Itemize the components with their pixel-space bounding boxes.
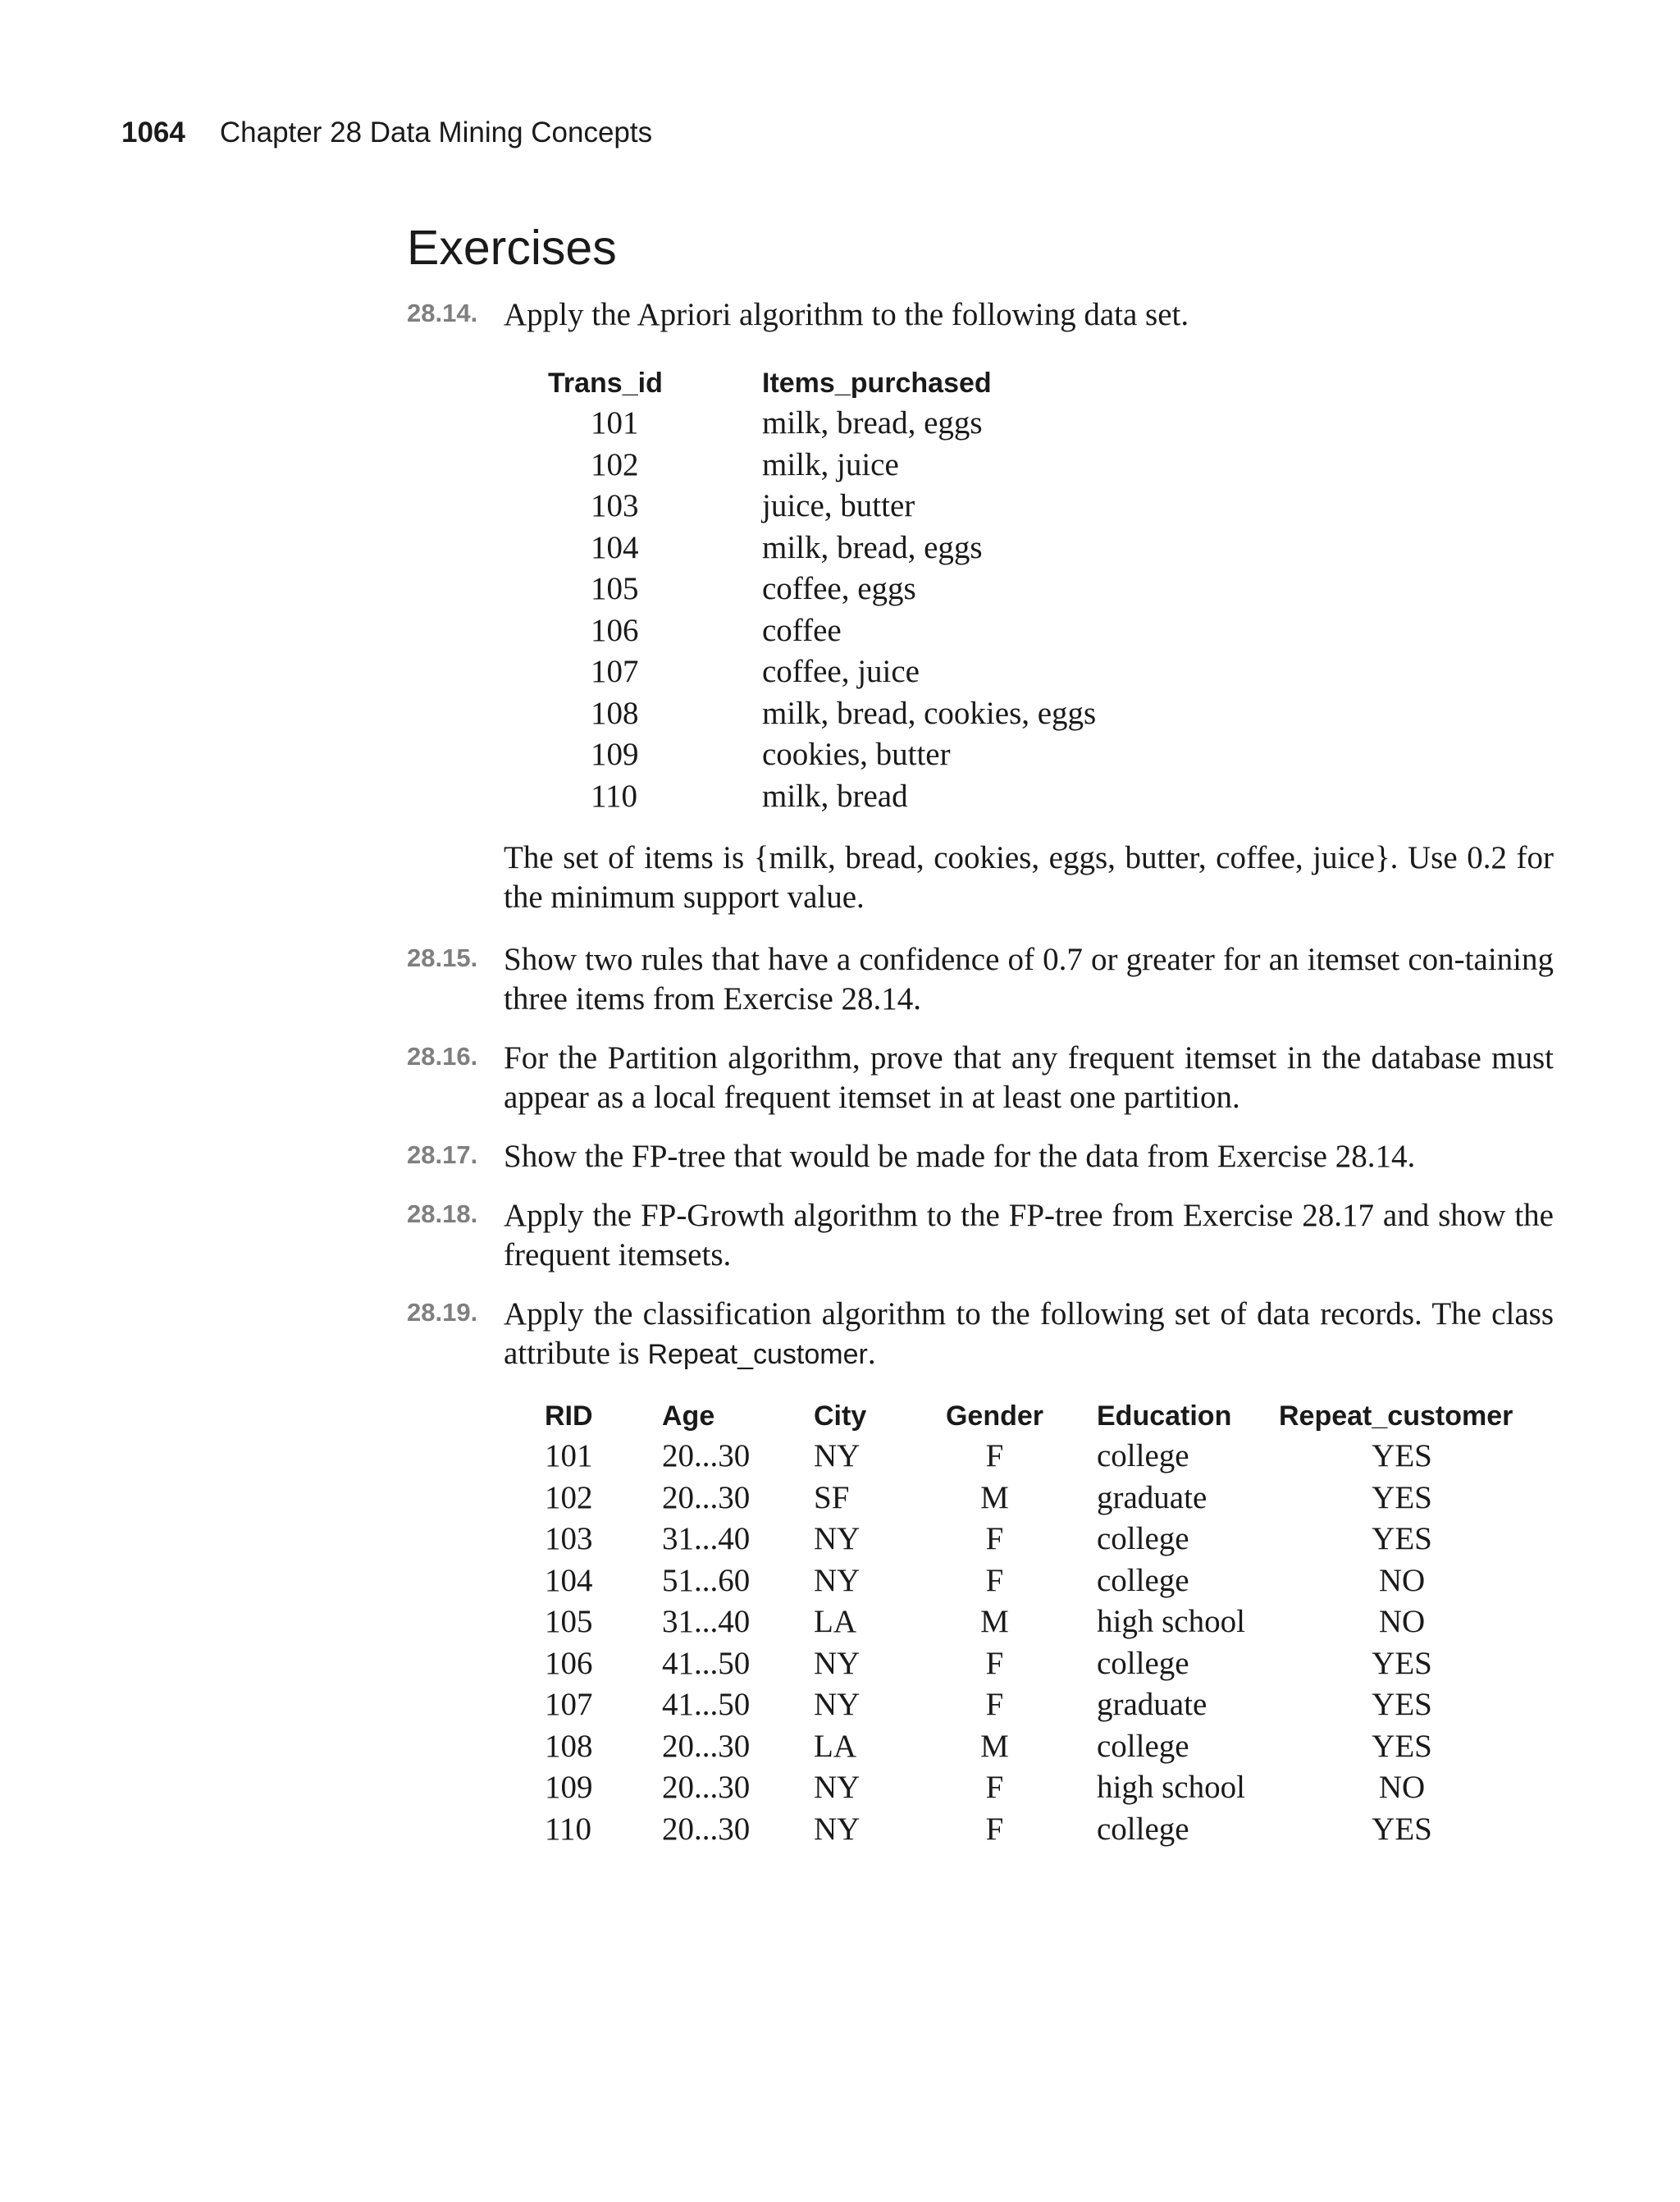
items-purchased: coffee bbox=[762, 612, 842, 648]
cell-city: SF bbox=[814, 1479, 850, 1515]
cell-city: NY bbox=[814, 1562, 861, 1598]
cell-repeat-customer: YES bbox=[1372, 1687, 1432, 1723]
column-header: City bbox=[814, 1400, 867, 1432]
cell-city: NY bbox=[814, 1687, 861, 1723]
trans-id: 110 bbox=[591, 778, 638, 814]
cell-education: college bbox=[1097, 1728, 1189, 1764]
cell-education: college bbox=[1097, 1438, 1189, 1474]
cell-age: 20...30 bbox=[662, 1438, 751, 1474]
cell-repeat-customer: YES bbox=[1372, 1728, 1432, 1764]
cell-education: graduate bbox=[1097, 1687, 1208, 1723]
items-purchased: milk, bread, eggs bbox=[762, 405, 983, 441]
cell-education: college bbox=[1097, 1645, 1189, 1681]
exercise-text: Apply the Apriori algorithm to the following data set. bbox=[504, 297, 1189, 332]
cell-rid: 101 bbox=[545, 1438, 593, 1474]
cell-rid: 105 bbox=[545, 1604, 593, 1640]
cell-city: LA bbox=[814, 1604, 856, 1640]
cell-gender: F bbox=[985, 1811, 1004, 1847]
table-row bbox=[545, 1643, 1525, 1685]
cell-gender: F bbox=[985, 1687, 1004, 1723]
exercise-text: For the Partition algorithm, prove that any frequent itemset in the database must appear as a local frequent itemset in at least one partition. bbox=[504, 1040, 1554, 1115]
table-header-row bbox=[548, 363, 1096, 403]
items-purchased: milk, bread bbox=[762, 778, 908, 814]
trans-id: 109 bbox=[591, 737, 639, 773]
cell-rid: 103 bbox=[545, 1521, 593, 1557]
table-row bbox=[548, 569, 1096, 610]
cell-age: 41...50 bbox=[662, 1645, 751, 1681]
cell-repeat-customer: YES bbox=[1372, 1811, 1432, 1847]
cell-repeat-customer: YES bbox=[1372, 1479, 1432, 1515]
cell-age: 20...30 bbox=[662, 1811, 751, 1847]
table-row bbox=[548, 486, 1096, 528]
exercise-28-14 bbox=[407, 295, 1554, 335]
table-row bbox=[548, 693, 1096, 735]
exercise-number: 28.19. bbox=[407, 1298, 478, 1327]
exercise-28-15 bbox=[407, 940, 1554, 1019]
cell-education: college bbox=[1097, 1521, 1189, 1557]
items-purchased: milk, bread, cookies, eggs bbox=[762, 695, 1097, 731]
cell-education: high school bbox=[1097, 1604, 1245, 1640]
exercise-number: 28.15. bbox=[407, 943, 478, 972]
cell-city: LA bbox=[814, 1728, 856, 1764]
cell-rid: 104 bbox=[545, 1562, 593, 1598]
table-row bbox=[545, 1519, 1525, 1560]
cell-repeat-customer: YES bbox=[1372, 1521, 1432, 1557]
items-purchased: coffee, juice bbox=[762, 654, 920, 690]
trans-id: 108 bbox=[591, 695, 639, 731]
cell-gender: F bbox=[985, 1521, 1004, 1557]
cell-gender: M bbox=[980, 1479, 1009, 1515]
items-purchased: milk, bread, eggs bbox=[762, 529, 983, 565]
table-row bbox=[545, 1809, 1525, 1851]
column-header: RID bbox=[545, 1400, 593, 1432]
column-header: Gender bbox=[945, 1400, 1044, 1432]
cell-repeat-customer: YES bbox=[1372, 1645, 1432, 1681]
exercise-28-16 bbox=[407, 1039, 1554, 1117]
cell-education: college bbox=[1097, 1562, 1189, 1598]
cell-rid: 109 bbox=[545, 1770, 593, 1806]
items-purchased: milk, juice bbox=[762, 446, 899, 482]
column-header: Items_purchased bbox=[762, 367, 992, 399]
cell-age: 41...50 bbox=[662, 1687, 751, 1723]
column-header: Education bbox=[1097, 1400, 1232, 1432]
cell-city: NY bbox=[814, 1811, 861, 1847]
table-row bbox=[548, 403, 1096, 445]
exercise-28-19 bbox=[407, 1295, 1554, 1374]
items-purchased: juice, butter bbox=[762, 488, 915, 524]
records-table bbox=[545, 1396, 1525, 1850]
exercise-number: 28.14. bbox=[407, 299, 478, 327]
exercise-number: 28.17. bbox=[407, 1140, 478, 1169]
column-header: Age bbox=[662, 1400, 715, 1432]
exercise-text: Show two rules that have a confidence of 0.7 or greater for an itemset con-taining three items from Exercise 28.14. bbox=[504, 942, 1554, 1016]
exercise-text bbox=[504, 1295, 1554, 1374]
items-purchased: coffee, eggs bbox=[762, 571, 916, 607]
exercise-text: Apply the FP-Growth algorithm to the FP-tree from Exercise 28.17 and show the frequent itemsets. bbox=[504, 1198, 1554, 1272]
exercise-text-part: Apply the classification algorithm to the following set of data records. The class attribute is bbox=[504, 1296, 1554, 1371]
cell-gender: F bbox=[985, 1562, 1004, 1598]
table-row bbox=[545, 1436, 1525, 1478]
cell-age: 20...30 bbox=[662, 1728, 751, 1764]
cell-city: NY bbox=[814, 1645, 861, 1681]
cell-repeat-customer: NO bbox=[1378, 1604, 1426, 1640]
trans-id: 106 bbox=[591, 612, 639, 648]
cell-age: 31...40 bbox=[662, 1604, 751, 1640]
exercise-number: 28.16. bbox=[407, 1042, 478, 1071]
table-row bbox=[548, 776, 1096, 818]
table-row bbox=[545, 1478, 1525, 1519]
table-row bbox=[548, 445, 1096, 487]
column-header: Repeat_customer bbox=[1279, 1400, 1513, 1432]
table-row bbox=[545, 1684, 1525, 1726]
table-row bbox=[545, 1726, 1525, 1768]
class-attribute: Repeat_customer bbox=[647, 1339, 868, 1370]
cell-rid: 110 bbox=[545, 1811, 592, 1847]
table-row bbox=[545, 1767, 1525, 1809]
cell-rid: 106 bbox=[545, 1645, 593, 1681]
cell-education: high school bbox=[1097, 1770, 1245, 1806]
cell-repeat-customer: YES bbox=[1372, 1438, 1432, 1474]
cell-education: college bbox=[1097, 1811, 1189, 1847]
trans-id: 103 bbox=[591, 488, 639, 524]
exercise-text: Show the FP-tree that would be made for the data from Exercise 28.14. bbox=[504, 1139, 1416, 1174]
cell-gender: M bbox=[980, 1604, 1009, 1640]
cell-city: NY bbox=[814, 1770, 861, 1806]
exercise-28-14-note: The set of items is {milk, bread, cookies, eggs, butter, coffee, juice}. Use 0.2 for the minimum support value. bbox=[504, 840, 1554, 915]
cell-rid: 108 bbox=[545, 1728, 593, 1764]
transactions-table bbox=[548, 363, 1096, 817]
cell-repeat-customer: NO bbox=[1378, 1562, 1426, 1598]
exercise-text-part: . bbox=[867, 1336, 876, 1371]
cell-city: NY bbox=[814, 1438, 861, 1474]
trans-id: 102 bbox=[591, 446, 639, 482]
trans-id: 107 bbox=[591, 654, 639, 690]
running-header bbox=[121, 116, 652, 149]
cell-education: graduate bbox=[1097, 1479, 1208, 1515]
cell-age: 20...30 bbox=[662, 1770, 751, 1806]
items-purchased: cookies, butter bbox=[762, 737, 951, 773]
cell-repeat-customer: NO bbox=[1378, 1770, 1426, 1806]
cell-age: 51...60 bbox=[662, 1562, 751, 1598]
table-row bbox=[548, 528, 1096, 569]
trans-id: 104 bbox=[591, 529, 639, 565]
table-row bbox=[548, 734, 1096, 776]
section-title: Exercises bbox=[407, 221, 617, 275]
chapter-title: Chapter 28 Data Mining Concepts bbox=[219, 116, 653, 148]
cell-gender: F bbox=[985, 1645, 1004, 1681]
cell-gender: F bbox=[985, 1438, 1004, 1474]
trans-id: 105 bbox=[591, 571, 639, 607]
exercise-number: 28.18. bbox=[407, 1199, 478, 1228]
cell-age: 31...40 bbox=[662, 1521, 751, 1557]
exercise-28-18 bbox=[407, 1196, 1554, 1275]
cell-gender: M bbox=[980, 1728, 1009, 1764]
column-header: Trans_id bbox=[548, 367, 663, 399]
cell-gender: F bbox=[985, 1770, 1004, 1806]
cell-age: 20...30 bbox=[662, 1479, 751, 1515]
cell-city: NY bbox=[814, 1521, 861, 1557]
table-header-row bbox=[545, 1396, 1525, 1436]
table-row bbox=[545, 1601, 1525, 1643]
table-row bbox=[548, 651, 1096, 693]
table-row bbox=[548, 610, 1096, 652]
exercise-28-17 bbox=[407, 1137, 1554, 1176]
page-number: 1064 bbox=[121, 116, 185, 148]
table-row bbox=[545, 1560, 1525, 1602]
cell-rid: 102 bbox=[545, 1479, 593, 1515]
cell-rid: 107 bbox=[545, 1687, 593, 1723]
trans-id: 101 bbox=[591, 405, 639, 441]
